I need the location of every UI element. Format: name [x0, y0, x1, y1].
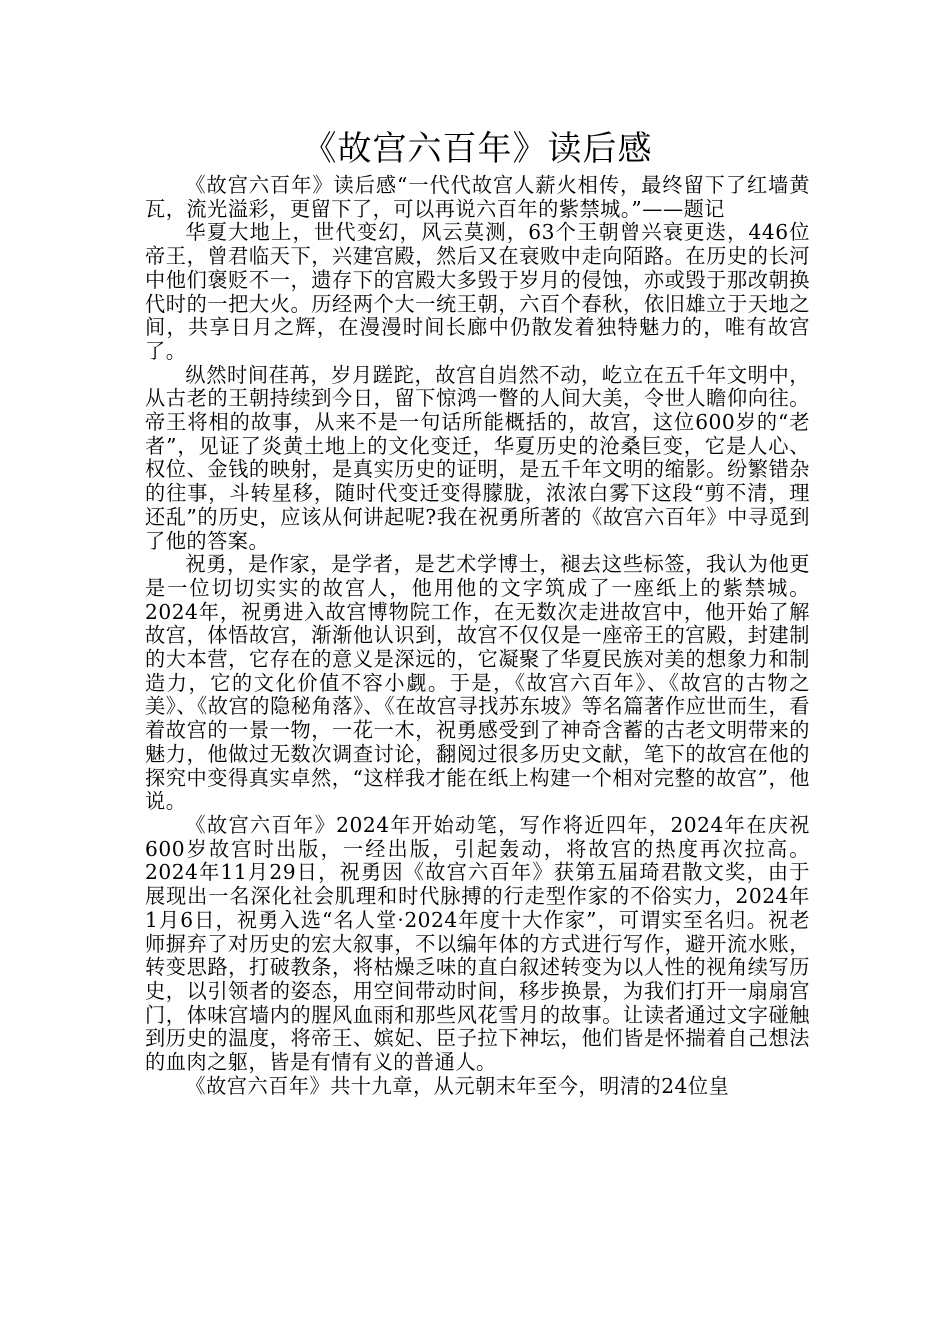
paragraph-history: 华夏大地上，世代变幻，风云莫测，63个王朝曾兴衰更迭，446位帝王，曾君临天下，兴建宫殿，然后又在衰败中走向陌路。在历史的长河中他们褒贬不一，遗存下的宫殿大多毁于岁月的侵蚀，亦或毁于那改朝换代时的一把大火。历经两个大一统王朝，六百个春秋，依旧雄立于天地之间，共享日月之辉，在漫漫时间长廊中仍散发着独特魅力的，唯有故宫了。 [145, 220, 810, 363]
paragraph-chapters: 《故宫六百年》共十九章，从元朝末年至今，明清的24位皇 [185, 1073, 730, 1098]
document-page [145, 126, 810, 1098]
paragraph-author: 祝勇，是作家，是学者，是艺术学博士，褪去这些标签，我认为他更是一位切切实实的故宫人，他用他的文字筑成了一座纸上的紫禁城。2024年，祝勇进入故宫博物院工作，在无数次走进故宫中，他开始了解故宫，体悟故宫，渐渐他认识到，故宫不仅仅是一座帝王的宫殿，封建制的大本营，它存在的意义是深远的，它凝聚了华夏民族对美的想象力和制造力，它的文化价值不容小觑。于是，《故宫六百年》、《故宫的古物之美》、《故宫的隐秘角落》、《在故宫寻找苏东坡》等名篇著作应世而生，看着故宫的一景一物，一花一木，祝勇感受到了神奇含蓄的古老文明带来的魅力，他做过无数次调查讨论，翻阅过很多历史文献，笔下的故宫在他的探究中变得真实卓然，“这样我才能在纸上构建一个相对完整的故宫”，他说。 [145, 552, 810, 814]
paragraph-book: 《故宫六百年》2024年开始动笔，写作将近四年，2024年在庆祝600岁故宫时出版，一经出版，引起轰动，将故宫的热度再次拉高。2024年11月29日，祝勇因《故宫六百年》获第五届琦君散文奖，由于展现出一名深化社会肌理和时代脉搏的行走型作家的不俗实力，2024年1月6日，祝勇入选“名人堂·2024年度十大作家”，可谓实至名归。祝老师摒弃了对历史的宏大叙事，不以编年体的方式进行写作，避开流水账，转变思路，打破教条，将枯燥乏味的直白叙述转变为以人性的视角续写历史，以引领者的姿态，用空间带动时间，移步换景，为我们打开一扇扇宫门，体味宫墙内的腥风血雨和那些风花雪月的故事。让读者通过文字碰触到历史的温度，将帝王、嫔妃、臣子拉下神坛，他们皆是怀揣着自己想法的血肉之躯，皆是有情有义的普通人。 [145, 812, 810, 1075]
paragraph-witness: 纵然时间荏苒，岁月蹉跎，故宫自岿然不动，屹立在五千年文明中，从古老的王朝持续到今日，留下惊鸿一瞥的人间大美，令世人瞻仰向往。帝王将相的故事，从来不是一句话所能概括的，故宫，这位600岁的“老者”，见证了炎黄土地上的文化变迁，华夏历史的沧桑巨变，它是人心、权位、金钱的映射，是真实历史的证明，是五千年文明的缩影。纷繁错杂的往事，斗转星移，随时代变迁变得朦胧，浓浓白雾下这段“剪不清，理还乱”的历史，应该从何讲起呢?我在祝勇所著的《故宫六百年》中寻觅到了他的答案。 [145, 362, 810, 553]
paragraph-epigraph: 《故宫六百年》读后感“一代代故宫人薪火相传，最终留下了红墙黄瓦，流光溢彩，更留下了，可以再说六百年的紫禁城。”——题记 [145, 173, 810, 221]
document-title: 《故宫六百年》读后感 [302, 129, 653, 169]
